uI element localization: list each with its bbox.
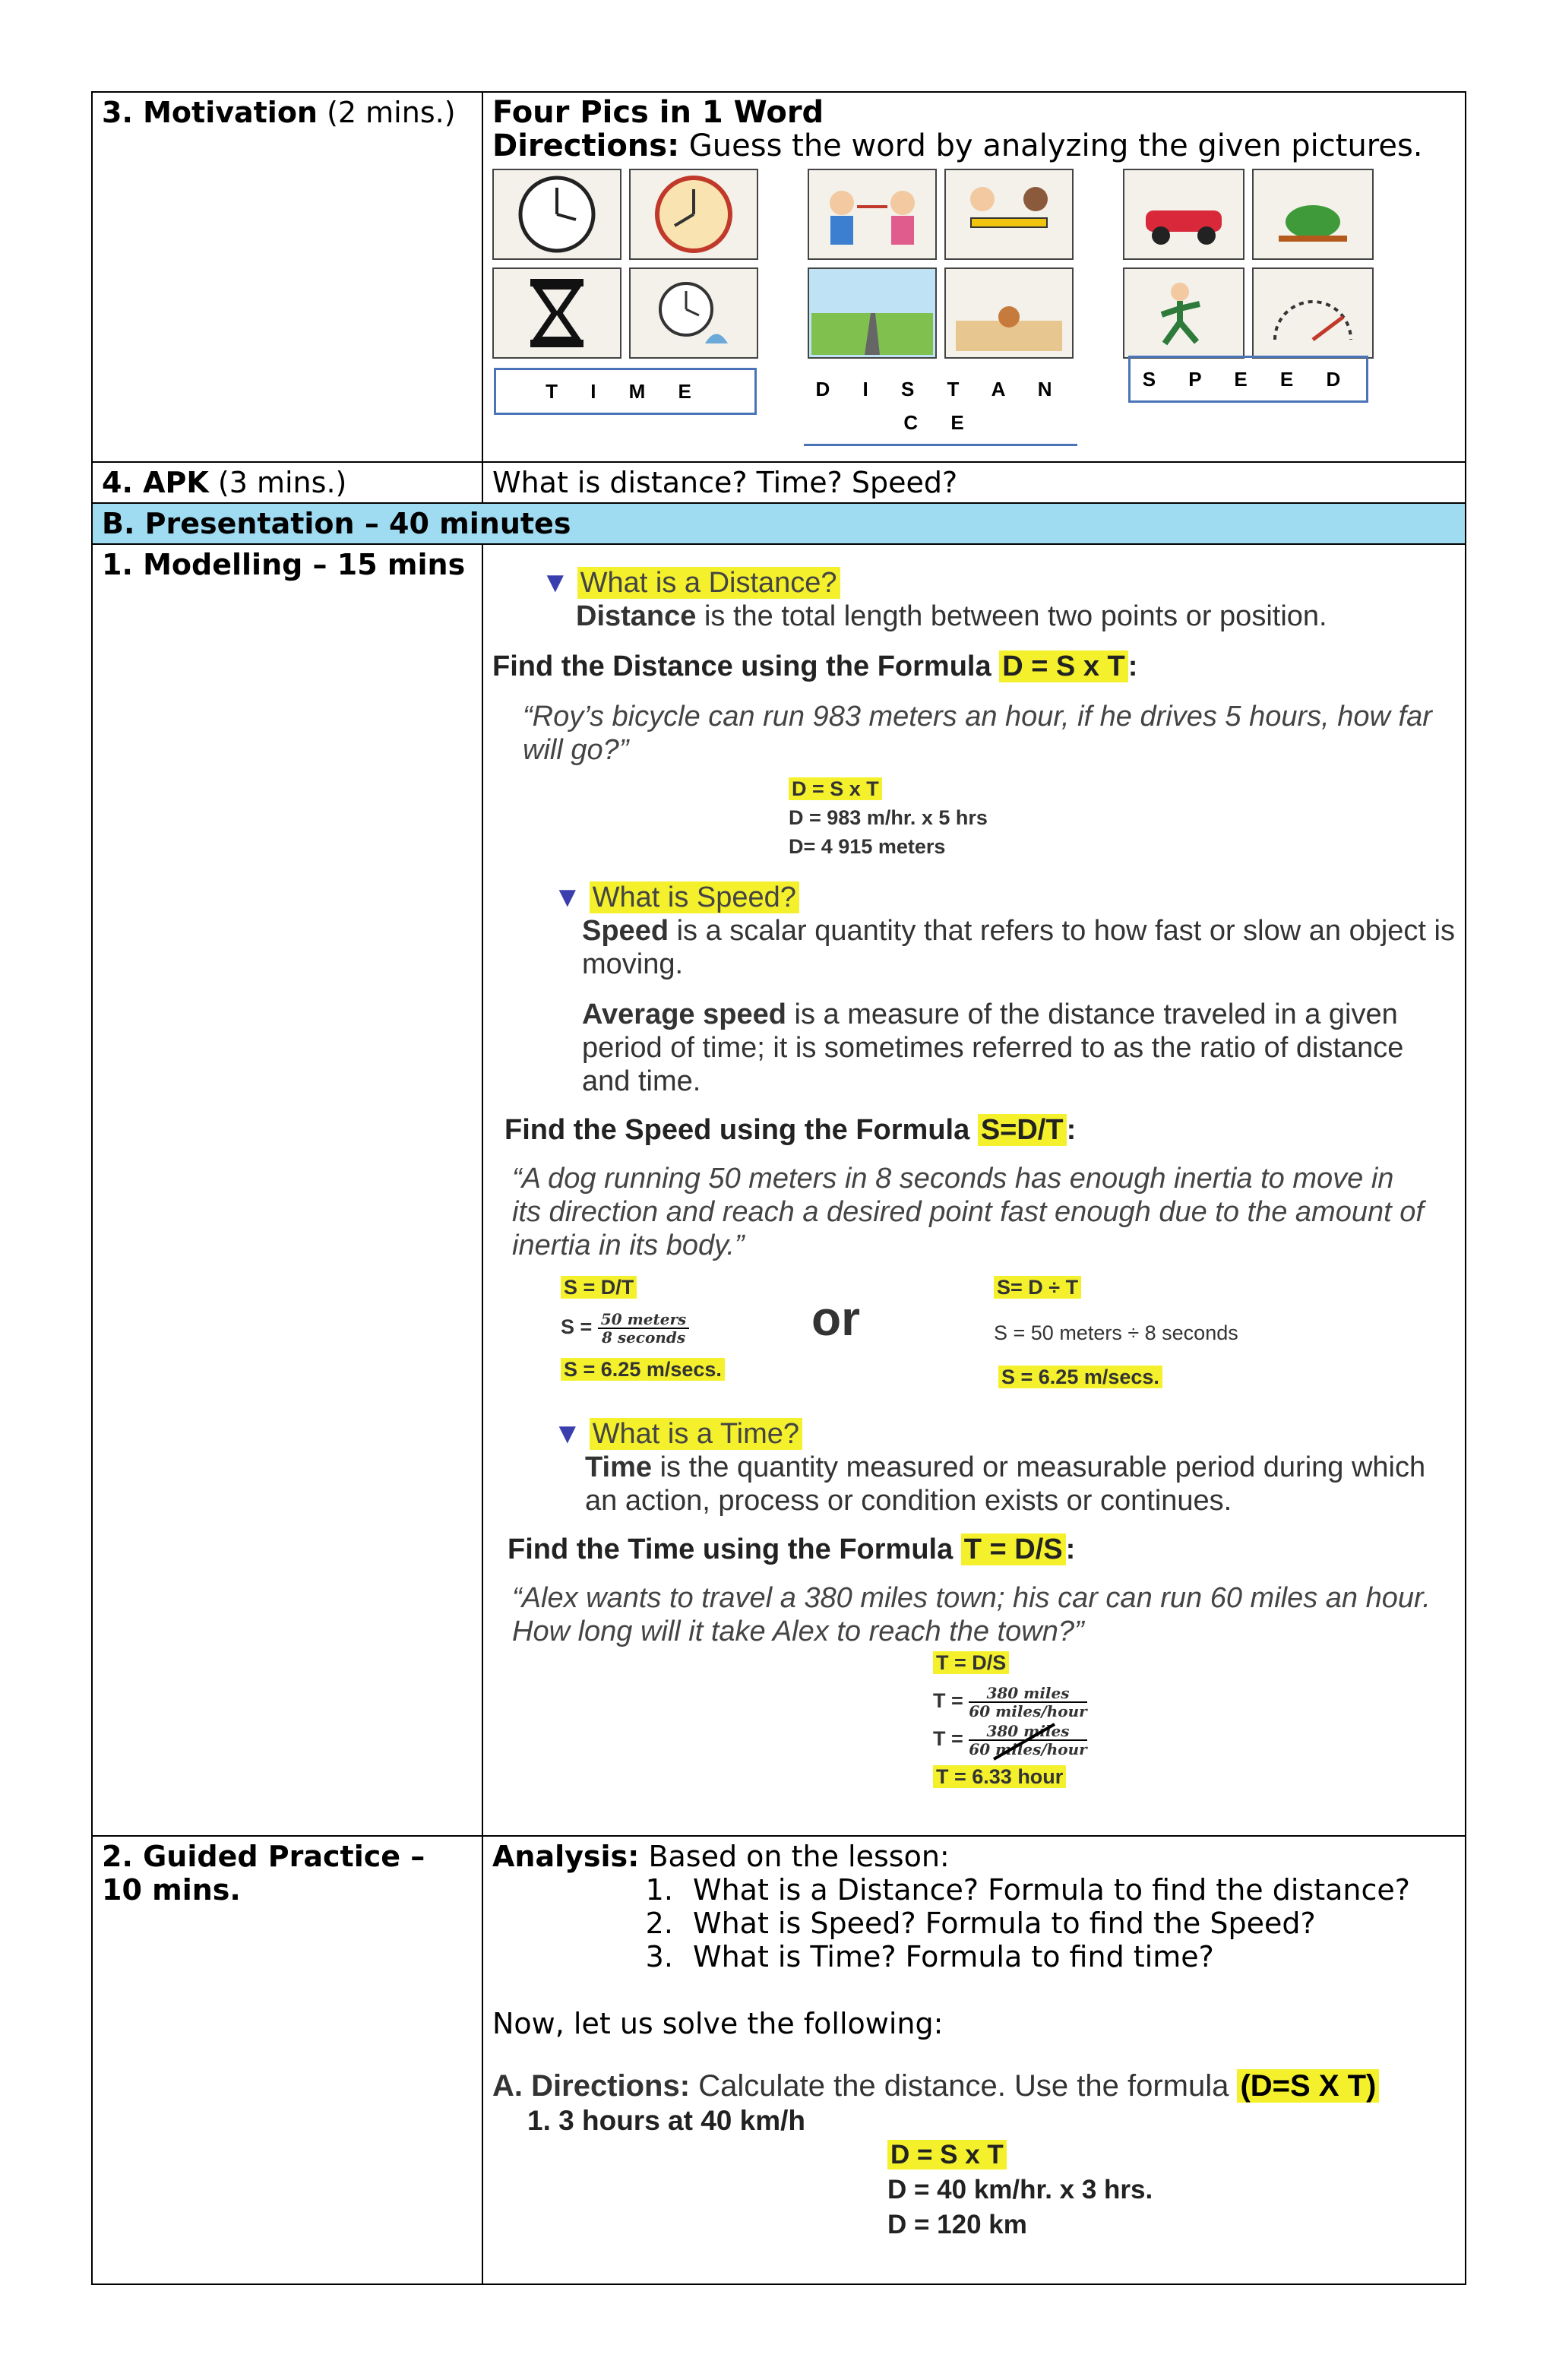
running-boy-picture (1123, 267, 1244, 359)
time-formula-line: Find the Time using the Formula T = D/S : (508, 1533, 1076, 1565)
speed-problem: “A dog running 50 meters in 8 seconds has enough inertia to move in its direction and reach a desired point fast enough due to the amount of inertia in its body.” (512, 1163, 1424, 1261)
distance-definition: is the total length between two points or position. (704, 600, 1327, 632)
distance-formula: D = S x T (999, 650, 1128, 682)
question-item: 1. What is a Distance? Formula to find the distance? (682, 1873, 1456, 1907)
rocket-turtle-picture (1252, 169, 1374, 260)
road-picture (808, 267, 937, 359)
distance-pic-group (804, 169, 1077, 446)
distance-formula-line: Find the Distance using the Formula D = S x T : (492, 650, 1138, 682)
speedometer-picture (1252, 267, 1374, 359)
motivation-label-cell (92, 92, 482, 462)
exercise-directions: A. Directions: Calculate the distance. Use the formula (D=S X T) (492, 2068, 1456, 2104)
four-pics-groups (492, 169, 1456, 458)
modelling-title: 1. Modelling – 15 mins (102, 548, 466, 581)
measuring-kids-picture (944, 169, 1074, 260)
speed-left-result: S = 6.25 m/secs. (561, 1358, 725, 1381)
directions-text: Guess the word by analyzing the given pictures. (688, 128, 1423, 163)
speed-pic-group (1123, 169, 1374, 446)
distance-step-3: D= 4 915 meters (789, 835, 946, 858)
presentation-row (92, 503, 1466, 544)
distance-step-1: D = S x T (789, 777, 882, 800)
distance-problem: “Roy’s bicycle can run 983 meters an hour, if he drives 5 hours, how far will go?” (523, 701, 1432, 766)
time-step-1: T = D/S (933, 1651, 1009, 1674)
analysis-label: Analysis: (492, 1840, 640, 1873)
speed-definition: is a scalar quantity that refers to how fast or slow an object is moving. (582, 915, 1455, 980)
speed-right-step-2: S = 50 meters ÷ 8 seconds (994, 1321, 1238, 1344)
apk-title: 4. APK (102, 466, 209, 499)
avg-speed-term: Average speed (582, 999, 786, 1030)
speed-term: Speed (582, 915, 669, 947)
question-item: 2. What is Speed? Formula to find the Speed? (682, 1907, 1456, 1940)
cancel-slash (979, 1723, 1070, 1761)
exercise-step-2: D = 40 km/hr. x 3 hrs. (887, 2175, 1153, 2204)
avg-speed-definition: is a measure of the distance traveled in a given period of time; it is sometimes referred to as the ratio of distance and time. (582, 999, 1404, 1097)
running-late-picture (629, 267, 758, 359)
modelling-content-cell (482, 544, 1466, 1836)
speed-right-step-1: S= D ÷ T (994, 1276, 1081, 1299)
time-heading: ▼ What is a Time? (492, 1417, 1456, 1451)
kids-clock-picture (629, 169, 758, 260)
time-formula: T = D/S (961, 1533, 1066, 1565)
speed-solutions (492, 1273, 1456, 1391)
answer-box-time: T I M E (494, 368, 757, 415)
apk-label-cell (92, 462, 482, 503)
speed-formula-line: Find the Speed using the Formula S=D/T : (504, 1114, 1077, 1146)
presentation-title: B. Presentation – 40 minutes (92, 503, 1466, 544)
answer-box-speed: S P E E D (1128, 356, 1368, 403)
exercise-item: 1. 3 hours at 40 km/h (527, 2105, 806, 2136)
directions-label: Directions: (492, 128, 680, 163)
time-fraction: 380 miles 60 miles/hour (969, 1684, 1087, 1720)
time-problem: “Alex wants to travel a 380 miles town; his car can run 60 miles an hour. How long will it take Alex to reach the town?” (512, 1582, 1431, 1647)
guided-label-cell (92, 1836, 482, 2284)
time-definition: is the quantity measured or measurable period during which an action, process or condition exists or continues. (585, 1451, 1426, 1517)
answer-box-distance: D I S T A N C E (804, 368, 1077, 446)
time-solution: T = D/S T = 380 miles 60 miles/hour T = 380 miles 60 miles/hour T = 6.33 hour (933, 1651, 1087, 1788)
modelling-row (92, 544, 1466, 1836)
apk-row (92, 462, 1466, 503)
speed-solution-left: S = D/T S = 50 meters 8 seconds S = 6.25 m/secs. (492, 1273, 811, 1391)
speed-heading: ▼ What is Speed? (492, 881, 1456, 914)
apk-duration: (3 mins.) (217, 466, 347, 499)
guided-title: 2. Guided Practice – 10 mins. (102, 1840, 425, 1907)
distance-solution (492, 774, 1456, 861)
question-item: 3. What is Time? Formula to find time? (682, 1940, 1456, 1973)
motivation-row (92, 92, 1466, 462)
speed-fraction: 50 meters 8 seconds (598, 1311, 689, 1346)
hourglass-picture (492, 267, 621, 359)
arrow-down-icon: ▼ (541, 567, 570, 599)
guided-practice-row (92, 1836, 1466, 2284)
analysis-text: Based on the lesson: (648, 1840, 950, 1873)
game-title: Four Pics in 1 Word (492, 95, 824, 130)
social-distance-picture (808, 169, 937, 260)
motivation-duration: (2 mins.) (327, 96, 456, 129)
exercise-step-1: D = S x T (887, 2140, 1007, 2170)
time-pic-group (492, 169, 758, 446)
speed-left-step-1: S = D/T (561, 1276, 637, 1299)
time-result: T = 6.33 hour (933, 1765, 1066, 1788)
analysis-questions (492, 1873, 1456, 1973)
arrow-down-icon: ▼ (553, 881, 582, 913)
time-term: Time (585, 1451, 653, 1483)
distance-term: Distance (576, 600, 697, 632)
race-car-picture (1123, 169, 1244, 260)
distance-step-2: D = 983 m/hr. x 5 hrs (789, 806, 988, 829)
lesson-plan-table (91, 91, 1466, 2285)
exercise-solution (492, 2138, 1456, 2242)
distance-heading: ▼ What is a Distance? (492, 566, 1456, 600)
clock-picture (492, 169, 621, 260)
guided-content-cell (482, 1836, 1466, 2284)
speed-right-result: S = 6.25 m/secs. (998, 1366, 1162, 1388)
exercise-step-3: D = 120 km (887, 2210, 1027, 2239)
arrow-down-icon: ▼ (553, 1418, 582, 1450)
now-solve-text: Now, let us solve the following: (492, 2007, 944, 2040)
motivation-title: 3. Motivation (102, 96, 318, 129)
time-fraction-cancelled: 380 miles 60 miles/hour (969, 1722, 1087, 1758)
desert-picture (944, 267, 1074, 359)
motivation-content-cell (482, 92, 1466, 462)
apk-text: What is distance? Time? Speed? (482, 462, 1466, 503)
speed-solution-right (994, 1273, 1238, 1391)
or-label: or (811, 1291, 860, 1346)
speed-formula: S=D/T (978, 1114, 1067, 1146)
modelling-label-cell (92, 544, 482, 1836)
